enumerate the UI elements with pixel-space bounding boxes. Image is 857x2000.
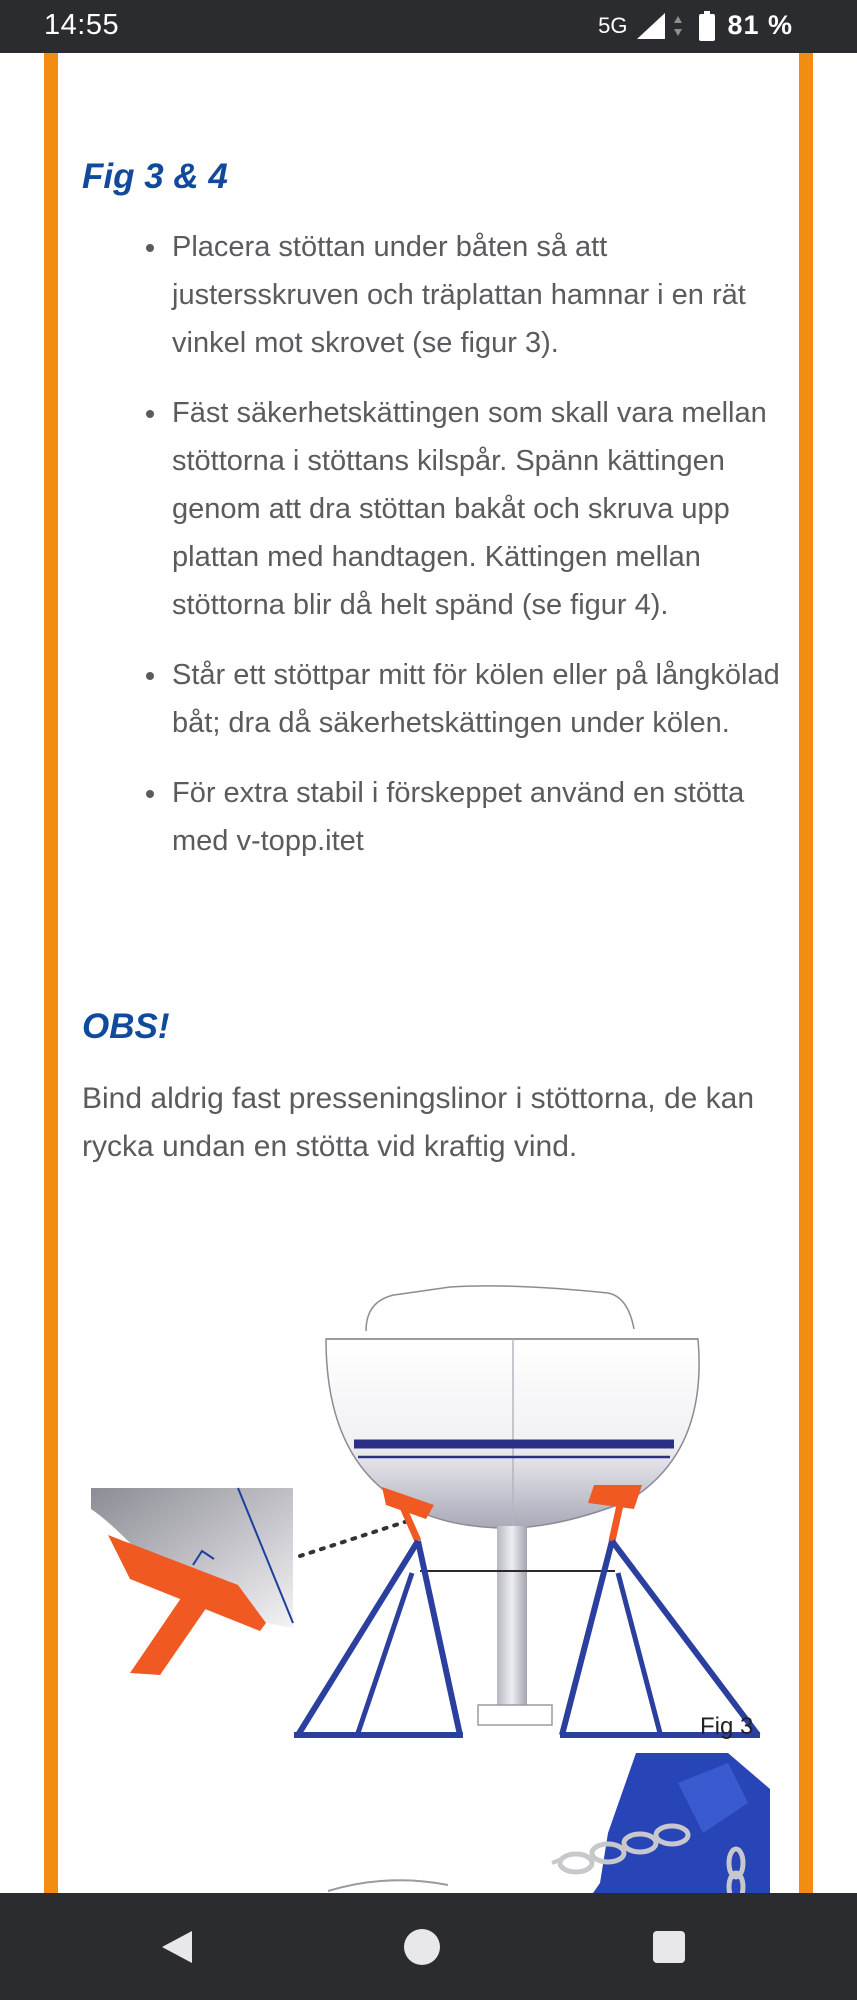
bullet-icon bbox=[146, 244, 154, 252]
signal-strength-icon bbox=[635, 12, 667, 40]
list-item bbox=[142, 769, 782, 865]
battery-icon bbox=[699, 11, 715, 41]
document-page[interactable] bbox=[0, 53, 857, 1893]
home-icon[interactable] bbox=[402, 1927, 442, 1967]
list-item bbox=[142, 651, 782, 747]
list-item-text: Placera stöttan under båten så att justersskruven och träplattan hamnar i en rät vinkel mot skrovet (se figur 3). bbox=[172, 231, 746, 359]
boat-stand-illustration bbox=[88, 1223, 788, 1893]
chain-closeup bbox=[328, 1753, 770, 1893]
bullet-icon bbox=[146, 672, 154, 680]
right-boat-stand bbox=[560, 1485, 760, 1735]
list-item-text: För extra stabil i förskeppet använd en stötta med v-topp.itet bbox=[172, 777, 745, 857]
list-item bbox=[142, 389, 782, 629]
bullet-icon bbox=[146, 790, 154, 798]
status-bar bbox=[0, 0, 857, 53]
back-icon[interactable] bbox=[156, 1927, 196, 1967]
recents-icon[interactable] bbox=[649, 1927, 689, 1967]
instruction-list bbox=[142, 223, 782, 887]
network-type: 5G bbox=[598, 12, 628, 38]
obs-text: Bind aldrig fast presseningslinor i stöttorna, de kan rycka undan en stötta vid kraftig vind. bbox=[82, 1082, 755, 1163]
battery-percent: 81 % bbox=[727, 10, 793, 40]
figure-caption: Fig 3 bbox=[700, 1713, 754, 1740]
boat-hull bbox=[326, 1286, 699, 1528]
section-heading: Fig 3 & 4 bbox=[82, 157, 228, 196]
boat-stand-drawing bbox=[88, 1223, 788, 1893]
orange-border-right bbox=[799, 53, 813, 1893]
obs-heading: OBS! bbox=[82, 1007, 170, 1046]
navigation-bar bbox=[0, 1893, 857, 2000]
list-item bbox=[142, 223, 782, 367]
leader-line bbox=[300, 1519, 414, 1556]
list-item-text: Står ett stöttpar mitt för kölen eller på långkölad båt; dra då säkerhetskättingen under kölen. bbox=[172, 659, 780, 739]
stand-pad-closeup bbox=[91, 1488, 293, 1675]
left-boat-stand bbox=[294, 1487, 463, 1735]
boat-keel bbox=[478, 1526, 552, 1725]
status-indicators bbox=[598, 10, 793, 41]
list-item-text: Fäst säkerhetskättingen som skall vara mellan stöttorna i stöttans kilspår. Spänn kättingen genom att dra stöttan bakåt och skruva upp plattan med handtagen. Kättingen mellan stöttorna blir då helt spänd (se figur 4). bbox=[172, 397, 767, 621]
bullet-icon bbox=[146, 410, 154, 418]
data-activity-icon bbox=[673, 13, 683, 39]
orange-border-left bbox=[44, 53, 58, 1893]
status-time: 14:55 bbox=[44, 9, 120, 41]
